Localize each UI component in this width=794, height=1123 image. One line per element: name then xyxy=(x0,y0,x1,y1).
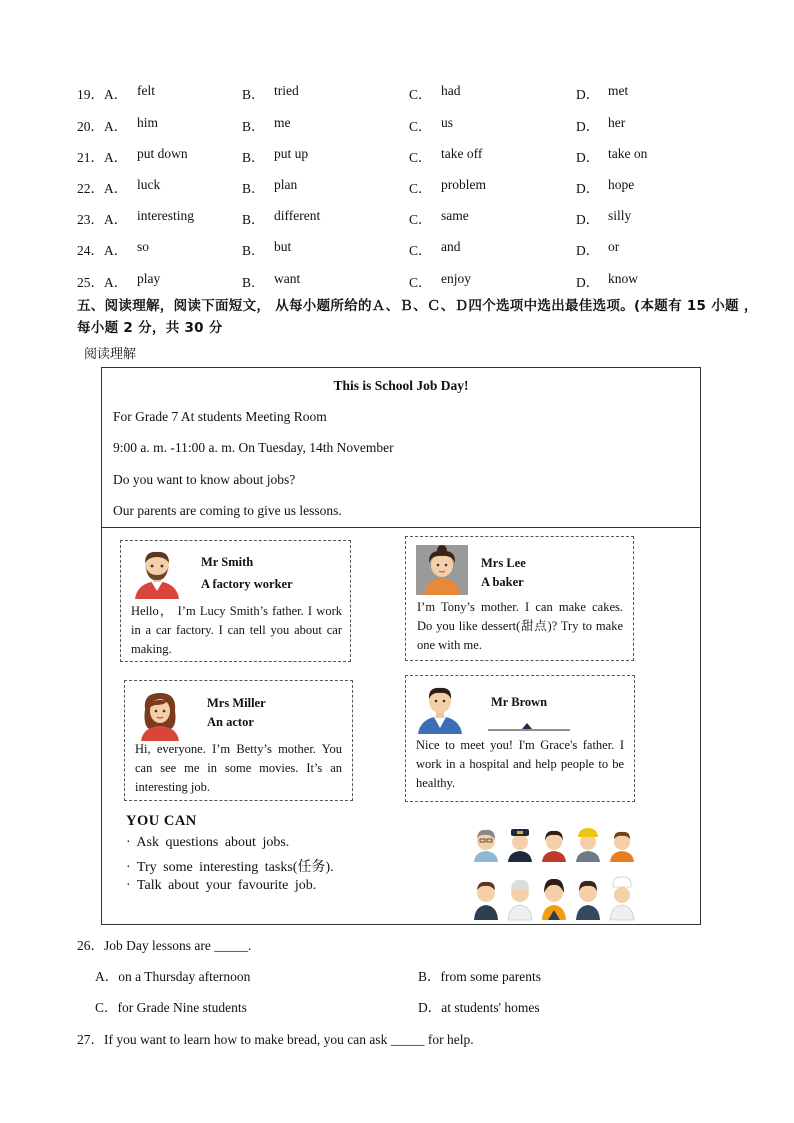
option-label: D． xyxy=(576,275,600,290)
option-text[interactable]: put down xyxy=(137,146,188,161)
option-label: D． xyxy=(576,87,600,102)
baker-avatar-icon xyxy=(416,545,468,595)
mc-question-row xyxy=(0,208,794,230)
option-label: B． xyxy=(242,212,265,227)
option-label: C． xyxy=(409,212,432,227)
card-text: Hi, everyone. I’m Betty’s mother. You can see me in some movies. It’s an interesting job. xyxy=(135,742,342,794)
option-label: D． xyxy=(576,181,600,196)
you-can-item: · Talk about your favourite job. xyxy=(126,878,317,893)
option-label: B． xyxy=(242,181,265,196)
option-text[interactable]: me xyxy=(274,115,291,130)
notice-line-time: 9:00 a. m. -11:00 a. m. On Tuesday, 14th November xyxy=(113,440,394,455)
card-job: An actor xyxy=(207,715,254,729)
you-can-item: · Try some interesting tasks(任务). xyxy=(126,860,334,875)
option-text[interactable]: tried xyxy=(274,83,299,98)
question-number: 23．A． xyxy=(77,212,128,227)
you-can-item: · Ask questions about jobs. xyxy=(126,835,290,850)
notice-line-parents: Our parents are coming to give us lessons. xyxy=(113,503,342,518)
notice-line-grade: For Grade 7 At students Meeting Room xyxy=(113,409,327,424)
option-text[interactable]: and xyxy=(441,239,461,254)
factory-worker-avatar-icon xyxy=(131,549,183,599)
card-mr-brown xyxy=(405,675,635,802)
card-job: A baker xyxy=(481,575,524,589)
question-number: 19．A． xyxy=(77,87,128,102)
option-text[interactable]: take on xyxy=(608,146,648,161)
question-number: 24．A． xyxy=(77,243,128,258)
option-text[interactable]: put up xyxy=(274,146,309,161)
option-label: B． xyxy=(242,119,265,134)
option-label: C． xyxy=(409,275,432,290)
option-label: C． xyxy=(409,243,432,258)
card-name: Mr Smith xyxy=(201,555,254,569)
question-26-option-a[interactable]: A．on a Thursday afternoon xyxy=(95,969,251,984)
option-text[interactable]: felt xyxy=(137,83,155,98)
mc-question-row xyxy=(0,177,794,199)
option-text[interactable]: take off xyxy=(441,146,483,161)
option-text[interactable]: hope xyxy=(608,177,635,192)
card-name: Mrs Lee xyxy=(481,556,526,570)
mc-question-row xyxy=(0,239,794,261)
question-26-option-c[interactable]: C．for Grade Nine students xyxy=(95,1000,247,1015)
card-text: I’m Tony’s mother. I can make cakes. Do you like dessert(甜点)? Try to make one with me. xyxy=(417,600,623,652)
doctor-avatar-icon xyxy=(416,684,464,734)
option-text[interactable]: met xyxy=(608,83,629,98)
option-label: D． xyxy=(576,212,600,227)
job-blank-underline xyxy=(488,719,570,733)
option-text[interactable]: luck xyxy=(137,177,161,192)
card-mr-smith xyxy=(120,540,351,662)
option-text[interactable]: plan xyxy=(274,177,298,192)
card-text: Nice to meet you! I'm Grace's father. I work in a hospital and help people to be healthy. xyxy=(416,738,624,790)
section-title: 五、阅读理解，阅读下面短文， 从每小题所给的Ａ、Ｂ、Ｃ、Ｄ四个选项中选出最佳选项。(本题有 15 小题 ，每小题 2 分，共 30 分 xyxy=(77,298,758,336)
option-label: B． xyxy=(242,87,265,102)
option-text[interactable]: so xyxy=(137,239,150,254)
card-name: Mr Brown xyxy=(491,695,548,709)
option-label: B． xyxy=(242,150,265,165)
option-label: B． xyxy=(242,275,265,290)
notice-box xyxy=(101,367,701,925)
actor-avatar-icon xyxy=(135,689,185,741)
question-number: 22．A． xyxy=(77,181,128,196)
option-text[interactable]: him xyxy=(137,115,159,130)
notice-header xyxy=(102,368,700,528)
option-text[interactable]: silly xyxy=(608,208,632,223)
option-label: C． xyxy=(409,119,432,134)
option-label: C． xyxy=(409,181,432,196)
option-label: B． xyxy=(242,243,265,258)
question-number: 20．A． xyxy=(77,119,128,134)
option-text[interactable]: play xyxy=(137,271,161,286)
notice-line-question: Do you want to know about jobs? xyxy=(113,472,296,487)
mc-question-row xyxy=(0,146,794,168)
card-name: Mrs Miller xyxy=(207,696,266,710)
question-26-option-d[interactable]: D．at students' homes xyxy=(418,1000,540,1015)
mc-question-row xyxy=(0,271,794,293)
card-job: A factory worker xyxy=(201,577,293,591)
question-number: 21．A． xyxy=(77,150,128,165)
you-can-title: YOU CAN xyxy=(126,813,197,829)
card-text: Hello， I’m Lucy Smith’s father. I work in a car factory. I can tell you about car making. xyxy=(131,604,342,656)
option-text[interactable]: or xyxy=(608,239,620,254)
reading-label: 阅读理解 xyxy=(84,347,137,362)
option-label: D． xyxy=(576,243,600,258)
question-26-option-b[interactable]: B．from some parents xyxy=(418,969,541,984)
option-text[interactable]: want xyxy=(274,271,301,286)
option-text[interactable]: had xyxy=(441,83,461,98)
option-text[interactable]: but xyxy=(274,239,292,254)
notice-title: This is School Job Day! xyxy=(333,378,469,393)
option-label: C． xyxy=(409,87,432,102)
option-label: D． xyxy=(576,119,600,134)
mc-question-row xyxy=(0,115,794,137)
question-26-stem: 26．Job Day lessons are _____. xyxy=(77,938,252,953)
option-text[interactable]: different xyxy=(274,208,321,223)
option-text[interactable]: know xyxy=(608,271,638,286)
question-number: 25．A． xyxy=(77,275,128,290)
mc-question-row xyxy=(0,83,794,105)
option-text[interactable]: same xyxy=(441,208,469,223)
professions-illustration xyxy=(472,826,644,921)
option-label: D． xyxy=(576,150,600,165)
option-label: C． xyxy=(409,150,432,165)
option-text[interactable]: interesting xyxy=(137,208,194,223)
option-text[interactable]: her xyxy=(608,115,626,130)
card-mrs-lee xyxy=(405,536,634,661)
option-text[interactable]: problem xyxy=(441,177,486,192)
option-text[interactable]: us xyxy=(441,115,454,130)
option-text[interactable]: enjoy xyxy=(441,271,471,286)
card-mrs-miller xyxy=(124,680,353,801)
question-27-stem: 27．If you want to learn how to make bread, you can ask _____ for help. xyxy=(77,1032,474,1047)
